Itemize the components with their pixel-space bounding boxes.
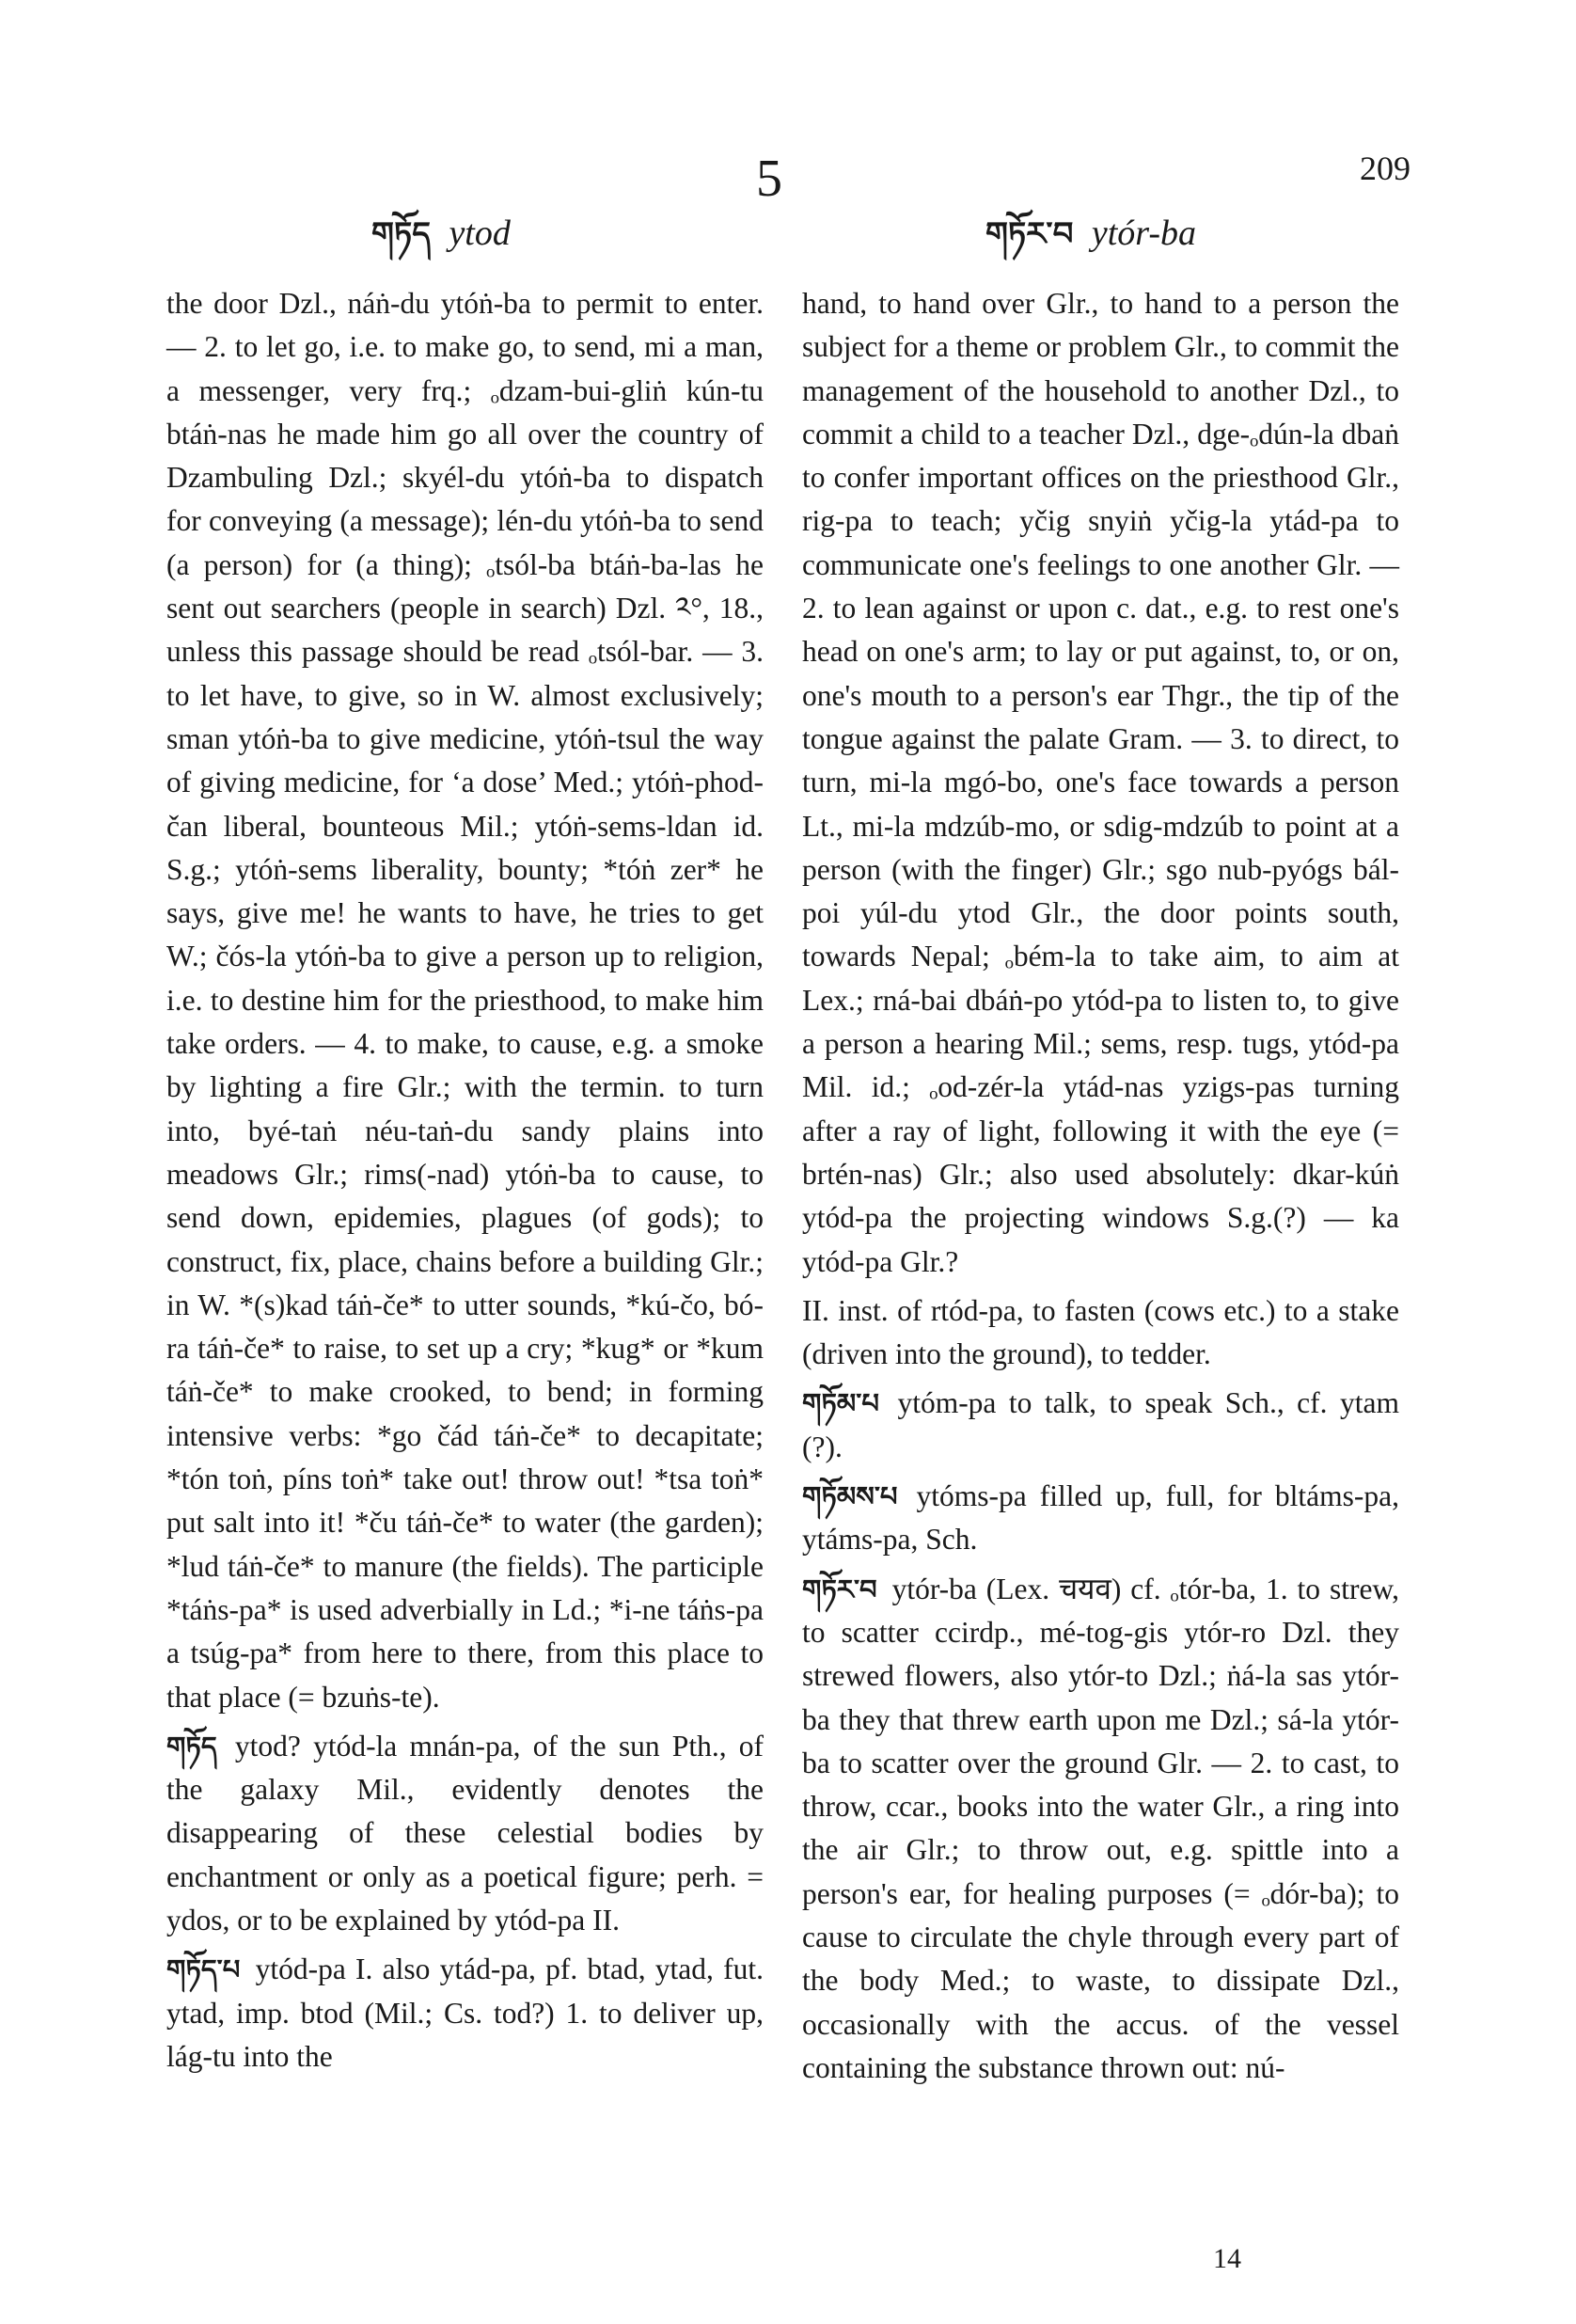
entry-paragraph (166, 1725, 764, 1942)
entry-paragraph (802, 1568, 1399, 2091)
right-column (802, 282, 1399, 2090)
entry-paragraph (166, 282, 764, 1719)
entry-headword-tibetan: གཏོད (166, 1730, 217, 1763)
entry-headword-tibetan: གཏོད་པ (166, 1953, 241, 1986)
section-mark: 5 (756, 150, 782, 208)
entry-paragraph (802, 1289, 1399, 1377)
entry-text: II. inst. of rtód-pa, to fasten (cows etc.) to a stake (driven into the ground), to tedder. (802, 1293, 1399, 1371)
entry-text: ytód-pa I. also ytád-pa, pf. btad, ytad, fut. ytad, imp. btod (Mil.; Cs. tod?) 1. to deliver up, lág-tu into the (166, 1952, 764, 2073)
entry-text: ytóm-pa to talk, to speak Sch., cf. ytam (?). (802, 1386, 1400, 1463)
entry-text: hand, to hand over Glr., to hand to a person the subject for a theme or problem Glr., to commit the management of the household to another Dzl., to commit a child to a teacher Dzl., dge-ₒdún-la dbaṅ to confer important offices on the priesthood Glr., rig-pa to teach; yčig snyiṅ yčig-la ytád-pa to communicate one's feelings to one another Glr. — 2. to lean against or upon c. dat., e.g. to rest one's head on one's arm; to lay or put against, to, or on, one's mouth to a person's ear Thgr., the tip of the tongue against the palate Gram. — 3. to direct, to turn, mi-la mgó-bo, one's face towards a person Lt., mi-la mdzúb-mo, or sdig-mdzúb to point at a person (with the finger) Glr.; sgo nub-pyógs bál-poi yúl-du ytod Glr., the door points south, towards Nepal; ₒbém-la to take aim, to aim at Lex.; rná-bai dbáṅ-po ytód-pa to listen to, to give a person a hearing Mil.; sems, resp. tugs, ytód-pa Mil. id.; ₒod-zér-la ytád-nas yzigs-pas turning after a ray of light, following it with the eye (= brtén-nas) Glr.; also used absolutely: dkar-kúṅ ytód-pa the projecting windows S.g.(?) — ka ytód-pa Glr.? (802, 287, 1399, 1278)
entry-headword-tibetan: གཏོམས་པ (802, 1480, 898, 1513)
running-head-right-tibetan: གཏོར་བ (985, 215, 1074, 253)
running-head-right (985, 198, 1196, 288)
signature-mark: 14 (1213, 2243, 1241, 2274)
running-head-left-tibetan: གཏོད (371, 215, 431, 253)
running-head-left (371, 198, 511, 288)
entry-text: ytór-ba (Lex. चयव) cf. ₒtór-ba, 1. to strew, to scatter ccirdp., mé-tog-gis ytór-ro Dzl. they strewed flowers, also ytór-to Dzl.; ṅá-la sas ytór-ba they that threw earth upon me Dzl.; sá-la ytór-ba to scatter over the ground Glr. — 2. to cast, to throw, ccar., books into the water Glr., a ring into the air Glr.; to throw out, e.g. spittle into a person's ear, for healing purposes (= ₒdór-ba); to cause to circulate the chyle through every part of the body Med.; to waste, to dissipate Dzl., occasionally with the accus. of the vessel containing the substance thrown out: nú- (802, 1572, 1399, 2084)
entry-text: the door Dzl., náṅ-du ytóṅ-ba to permit to enter. — 2. to let go, i.e. to make go, to send, mi a man, a messenger, very frq.; ₒdzam-bui-gliṅ kún-tu btáṅ-nas he made him go all over the country of Dzambuling Dzl.; skyél-du ytóṅ-ba to dispatch for conveying (a message); lén-du ytóṅ-ba to send (a person) for (a thing); ₒtsól-ba btáṅ-ba-las he sent out searchers (people in search) Dzl. ༢°, 18., unless this passage should be read ₒtsól-bar. — 3. to let have, to give, so in W. almost exclusively; sman ytóṅ-ba to give medicine, ytóṅ-tsul the way of giving medicine, for ‘a dose’ Med.; ytóṅ-phod-čan liberal, bounteous Mil.; ytóṅ-sems-ldan id. S.g.; ytóṅ-sems liberality, bounty; *tóṅ zer* he says, give me! he wants to have, he tries to get W.; čós-la ytóṅ-ba to give a person up to religion, i.e. to destine him for the priesthood, to make him take orders. — 4. to make, to cause, e.g. a smoke by lighting a fire Glr.; with the termin. to turn into, byé-taṅ néu-taṅ-du sandy plains into meadows Glr.; rims(-nad) ytóṅ-ba to cause, to send down, epidemies, plagues (of gods); to construct, fix, place, chains before a building Glr.; in W. *(s)kad táṅ-če* to utter sounds, *kú-čo, bó-ra táṅ-če* to raise, to set up a cry; *kug* or *kum táṅ-če* to make crooked, to bend; in forming intensive verbs: *go čád táṅ-če* to decapitate; *tón toṅ, píns toṅ* take out! throw out! *tsa toṅ* put salt into it! *ču táṅ-če* to water (the garden); *lud táṅ-če* to manure (the fields). The participle *táṅs-pa* is used adverbially in Ld.; *i-ne táṅs-pa a tsúg-pa* from here to there, from this place to that place (= bzuṅs-te). (166, 287, 764, 1714)
entry-headword-tibetan: གཏོར་བ (802, 1573, 877, 1605)
entry-paragraph (166, 1948, 764, 2079)
running-head-left-text: ytod (449, 213, 511, 253)
entry-text: ytóms-pa filled up, full, for bltáms-pa, ytáms-pa, Sch. (802, 1479, 1399, 1557)
left-column (166, 282, 764, 2079)
entry-headword-tibetan: གཏོམ་པ (802, 1387, 879, 1420)
running-head-right-text: ytór-ba (1091, 213, 1196, 253)
page-number: 209 (1360, 150, 1411, 187)
entry-text: ytod? ytód-la mnán-pa, of the sun Pth., of the galaxy Mil., evidently denotes the disappearing of these celestial bodies by enchantment or only as a poetical figure; perh. = ydos, or to be explained by ytód-pa II. (166, 1729, 764, 1937)
entry-paragraph (802, 1382, 1399, 1469)
entry-paragraph (802, 282, 1399, 1284)
entry-paragraph (802, 1475, 1399, 1562)
